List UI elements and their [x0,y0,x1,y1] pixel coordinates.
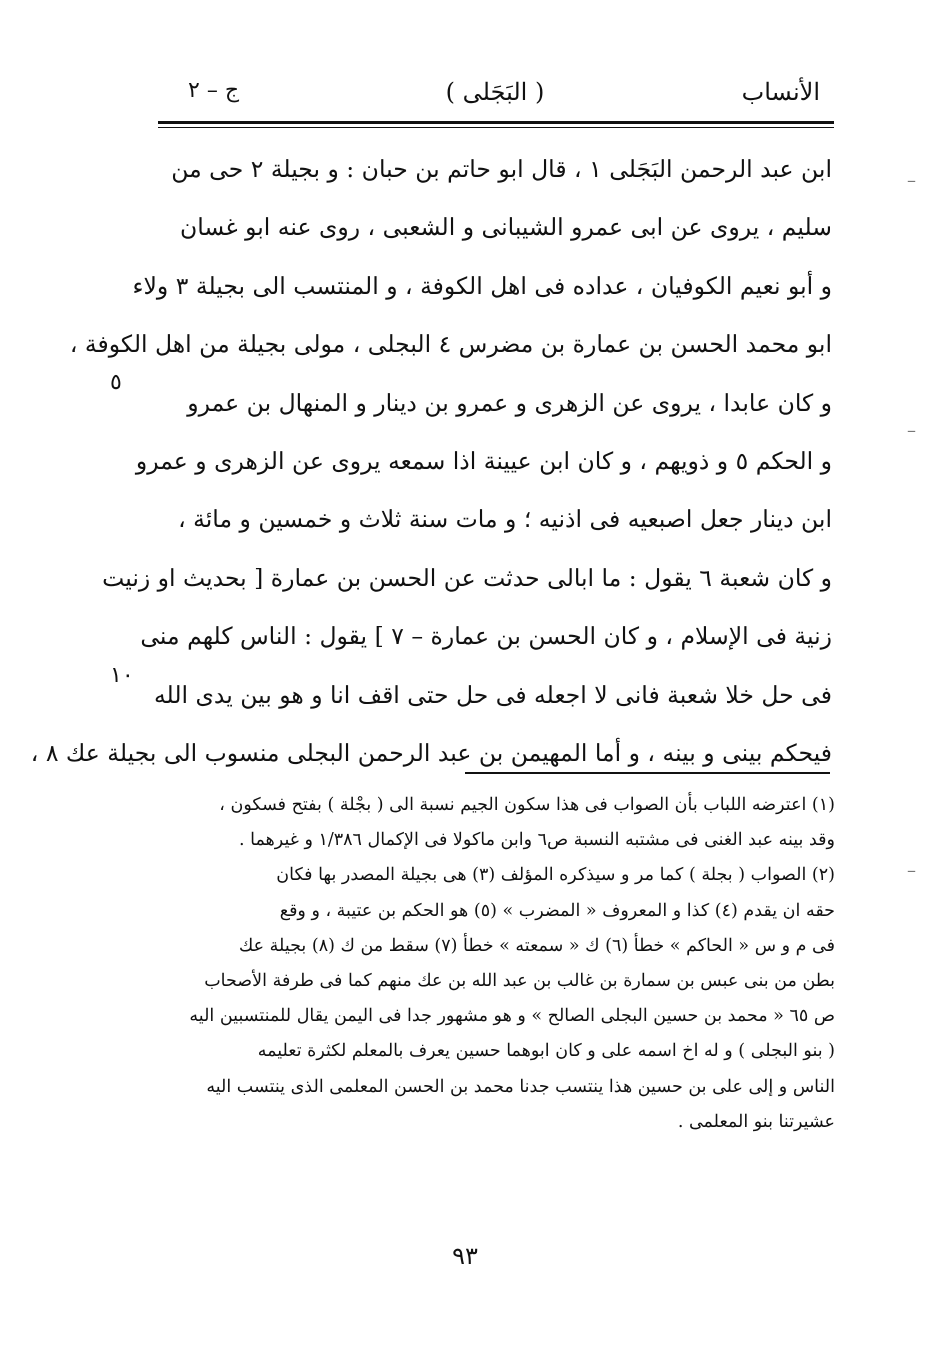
footnote-line: فى م و س « الحاكم » خطأ (٦) ك « سمعته » خطأ (٧) سقط من ك (٨) بجيلة عك [238,935,835,956]
running-header [160,78,830,118]
footnote-line: ص ٦٥ « محمد بن حسين البجلى الصالح » و هو مشهور جدا فى اليمن يقال للمنتسبين اليه [189,1006,835,1027]
header-entry-title: ( البَجَلى ) [445,78,545,106]
header-book-title: الأنساب [741,78,820,106]
text-line: فى حل خلا شعبة فانى لا اجعله فى حل حتى اقف انا و هو بين يدى الله [153,680,832,709]
text-line: ابو محمد الحسن بن عمارة بن مضرس ٤ البجلى ، مولى بجيلة من اهل الكوفة ، [69,330,832,359]
footnote-line: الناس و إلى على بن حسين هذا ينتسب جدنا محمد بن الحسن المعلمى الذى ينتسب اليه [206,1076,835,1097]
line-number-5: ٥ [110,370,122,395]
footnote-line: بطن من بنى عبس بن سمارة بن غالب بن عبد الله بن عك منهم كما فى طرفة الأصحاب [204,970,835,991]
text-line: و أبو نعيم الكوفيان ، عداده فى اهل الكوفة ، و المنتسب الى بجيلة ٣ ولاء [132,271,832,300]
page-number: ٩٣ [452,1242,478,1270]
line-number-10: ١٠ [110,663,134,688]
footnote-line: حقه ان يقدم (٤) كذا و المعروف « المضرب » (٥) هو الحكم بن عتيبة ، و وقع [279,900,835,921]
text-line: و كان عابدا ، يروى عن الزهرى و عمرو بن دينار و المنهال بن عمرو [187,388,832,417]
text-line: و كان شعبة ٦ يقول : ما ابالى حدثت عن الحسن بن عمارة [ بحديث او زنيت [102,563,832,592]
text-line: زنية فى الإسلام ، و كان الحسن بن عمارة – ٧ ] يقول : الناس كلهم منى [140,622,832,651]
footnote-line: عشيرتنا بنو المعلمى . [677,1111,835,1132]
text-line: فيحكم بينى و بينه ، و أما المهيمن بن عبد الرحمن البجلى منسوب الى بجيلة عك ٨ ، [30,738,832,767]
margin-mark: – [907,860,916,881]
header-rule-thin [158,127,834,128]
footnote-line: (٢) الصواب ( بجلة ) كما مر و سيذكره المؤلف (٣) هى بجيلة المصدر بها فكان [276,865,835,886]
footnote-line: (١) اعترضه اللباب بأن الصواب فى هذا سكون الجيم نسبة الى ( بجْلة ) بفتح فسكون ، [219,795,835,815]
text-line: سليم ، يروى عن ابى عمرو الشيبانى و الشعبى ، روى عنه ابو غسان [179,213,832,242]
margin-mark: – [907,420,916,441]
margin-mark: – [907,170,916,191]
footnotes [155,788,835,1140]
text-line: و الحكم ٥ و ذويهم ، و كان ابن عيينة اذا سمعه يروى عن الزهرى و عمرو [135,446,832,475]
header-volume: ج – ٢ [188,78,240,103]
text-line: ابن عبد الرحمن البَجَلى ١ ، قال ابو حاتم بن حبان : و بجيلة ٢ حى من [171,155,832,183]
footnote-rule [465,772,830,774]
text-line: ابن دينار جعل اصبعيه فى اذنيه ؛ و مات سنة ثلاث و خمسين و مائة ، [178,505,832,534]
header-rule-thick [158,121,834,124]
footnote-line: وقد بينه عبد الغنى فى مشتبه النسبة ص٦ وابن ماكولا فى الإكمال ١/٣٨٦ و غيرهما . [238,830,835,851]
footnote-line: ( بنو البجلى ) و له اخ اسمه على و كان ابوهما حسين يعرف بالمعلم لكثرة تعليمه [257,1041,835,1062]
